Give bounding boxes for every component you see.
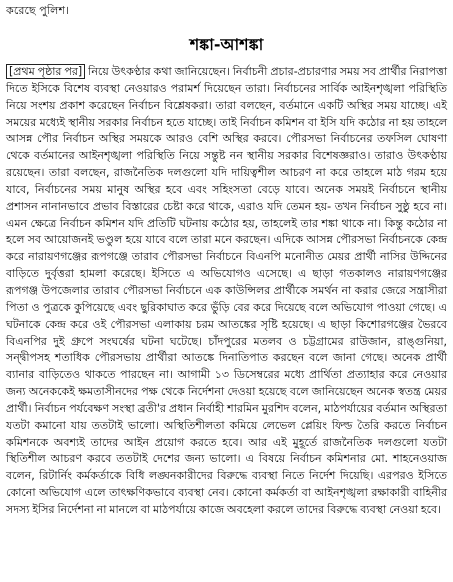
continuation-reference xyxy=(6,64,85,79)
previous-article-fragment: করেছে পুলিশ। xyxy=(6,4,70,17)
ref-close-bracket: ] xyxy=(77,65,83,78)
article-body xyxy=(6,64,447,519)
headline-container xyxy=(6,34,447,56)
headline: শঙ্কা-আশঙ্কা xyxy=(189,35,264,54)
continuation-reference-text: প্রথম পৃষ্ঠার পর xyxy=(13,65,78,78)
ref-open-bracket: [ xyxy=(9,65,14,78)
article-text: নিয়ে উৎকণ্ঠার কথা জানিয়েছেন। নির্বাচনী প্রচার-প্রচারণার সময় সব প্রার্থীর নিরাপত্তা দিতে ইসিকে বিশেষ ব্যবস্থা নেওয়ারও পরামর্শ দিয়েছেন তারা। নির্বাচনের সার্বিক আইনশৃঙ্খলা পরিস্থিতি নিয়ে সংশয় প্রকাশ করেছেন নির্বাচন বিশ্লেষকরা। তারা বলছেন, বর্তমানে একটি অস্থির সময় যাচ্ছে। এই সময়ের মধ্যেই স্থানীয় সরকার নির্বাচন হতে যাচ্ছে। তাই নির্বাচন কমিশন বা ইসি যদি কঠোর না হয় তাহলে আসন্ন পৌর নির্বাচন অস্থির সময়কে আরও বেশি অস্থির করবে। পৌরসভা নির্বাচনের তফসিল ঘোষণা থেকে বর্তমানের আইনশৃঙ্খলা পরিস্থিতি নিয়ে সন্তুষ্ট নন স্থানীয় সরকার বিশেষজ্ঞরাও। তারাও উৎকণ্ঠায় রয়েছেন। তারা বলছেন, রাজনৈতিক দলগুলো যদি দায়িত্বশীল আচরণ না করে তাহলে মাঠ গরম হয়ে যাবে, নির্বাচনের সময় মানুষ অস্থির হবে এবং সহিংসতা বেড়ে যাবে। অনেক সময়ই নির্বাচনে স্থানীয় প্রশাসন নানানভাবে প্রভাব বিস্তারের চেষ্টা করে থাকে, এরাও যদি তেমন হয়- তখন নির্বাচন সুষ্ঠু হবে না। এমন ক্ষেত্রে নির্বাচন কমিশন যদি প্রতিটি ঘটনায় কঠোর হয়, তাহলেই তার শঙ্কা থাকে না। কিন্তু কঠোর না হলে সব আয়োজনই ভণ্ডুল হয়ে যাবে বলে তারা মনে করছেন। এদিকে আসন্ন পৌরসভা নির্বাচনকে কেন্দ্র করে নারায়ণগঞ্জের রূপগঞ্জে তারাব পৌরসভা নির্বাচনে বিএনপি মনোনীত মেয়র প্রার্থী নাসির উদ্দিনের বাড়িতে দুর্বৃত্তরা হামলা করেছে। ইসিতে এ অভিযোগও এসেছে। এ ছাড়া গতকালও নারায়ণগঞ্জের রূপগঞ্জ উপজেলার তারাব পৌরসভা নির্বাচনে এক কাউন্সিলর প্রার্থীকে সমর্থন না করার জেরে সন্ত্রাসীরা পিতা ও পুত্রকে কুপিয়েছে এবং ছুরিকাঘাত করে ভুঁড়ি বের করে দিয়েছে বলে অভিযোগ পাওয়া গেছে। এ ঘটনাকে কেন্দ্র করে ওই পৌরসভা এলাকায় চরম আতঙ্কের সৃষ্টি হয়েছে। এ ছাড়া কিশোরগঞ্জের ভৈরবে বিএনপির দুই গ্রুপে সংঘর্ষের ঘটনা ঘটেছে। চাঁদপুরের মতলব ও চট্টগ্রামের রাউজান, রাঙ্গুনিয়া, সন্দ্বীপসহ শতাধিক পৌরসভায় প্রার্থীরা আতঙ্কে দিনাতিপাত করছেন বলে জানা গেছে। অনেক প্রার্থী ব্যানার বাড়িতেও থাকতে পারছেন না। আগামী ১৩ ডিসেম্বরের মধ্যে প্রার্থিতা প্রত্যাহার করে নেওয়ার জন্য অনেককেই ক্ষমতাসীনদের পক্ষ থেকে নির্দেশনা দেওয়া হয়েছে বলে জানিয়েছেন অনেক স্বতন্ত্র মেয়র প্রার্থী। নির্বাচন পর্যবেক্ষণ সংস্থা ব্রতী'র প্রধান নির্বাহী শারমিন মুরশিদ বলেন, মাঠপর্যায়ের বর্তমান অস্থিরতা যতটা কমানো যায় ততটাই ভালো। অস্থিতিশীলতা কমিয়ে লেভেল প্লেয়িং ফিল্ড তৈরি করতে নির্বাচন কমিশনকে অবশ্যই তাদের আইন প্রয়োগ করতে হবে। আর এই মুহূর্তে রাজনৈতিক দলগুলো যতটা স্থিতিশীল আচরণ করবে ততটাই দেশের জন্য ভালো। এ বিষয়ে নির্বাচন কমিশনার মো. শাহনেওয়াজ বলেন, রিটার্নিং কর্মকর্তাকে বিধি লঙ্ঘনকারীদের বিরুদ্ধে ব্যবস্থা নিতে নির্দেশ দিয়েছি। এরপরও ইসিতে কোনো অভিযোগ এলে তাৎক্ষণিকভাবে ব্যবস্থা নেব। কোনো কর্মকর্তা বা আইনশৃঙ্খলা রক্ষাকারী বাহিনীর সদস্য ইসির নির্দেশনা না মানলে বা মাঠপর্যায়ে কাজে অবহেলা করলে তাদের বিরুদ্ধে ব্যবস্থা নেওয়া হবে। xyxy=(6,65,447,516)
